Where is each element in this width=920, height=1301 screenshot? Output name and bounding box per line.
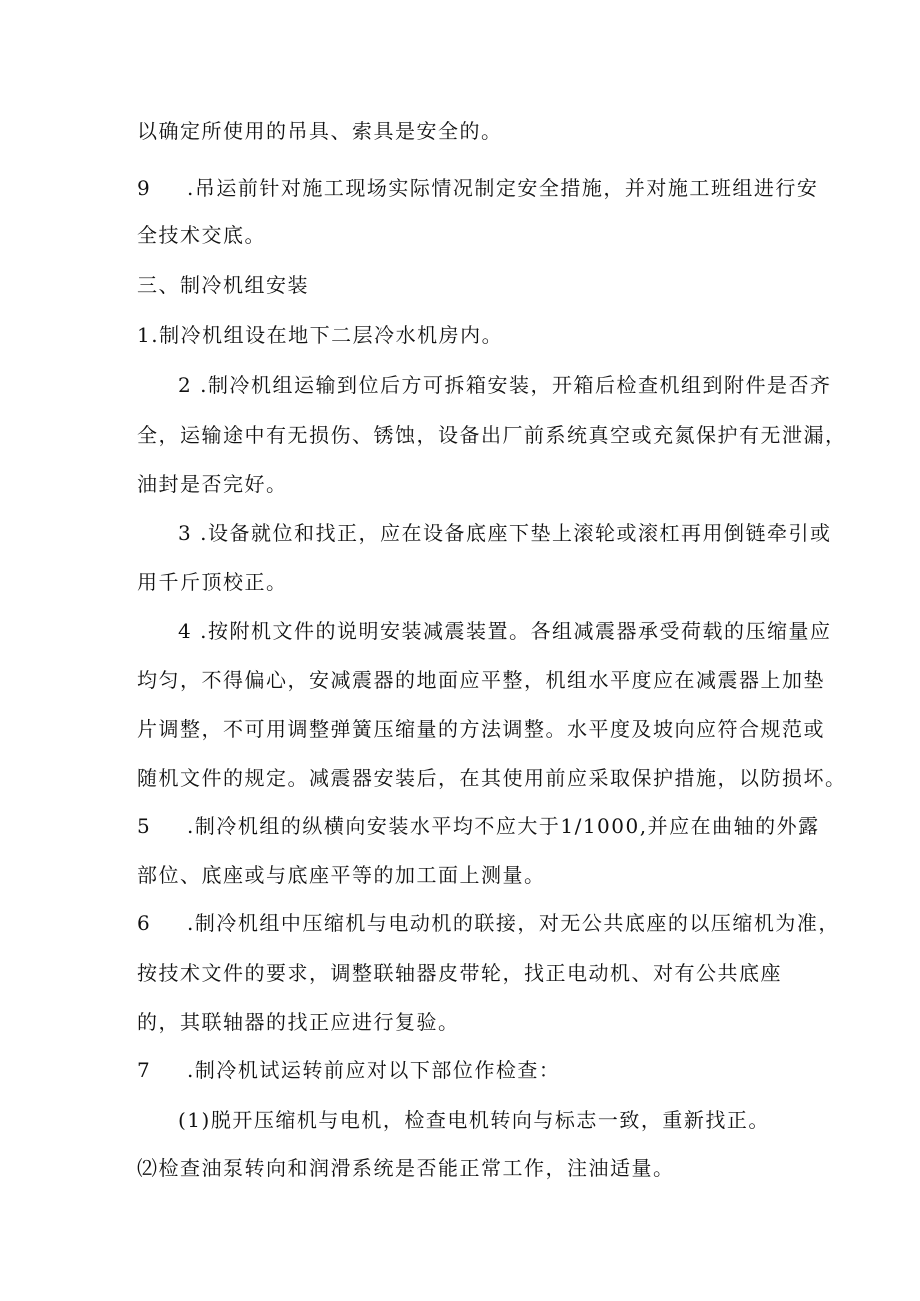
item-number: 5 xyxy=(137,814,152,838)
item-number: 7 xyxy=(137,1058,152,1082)
text-line: 的，其联轴器的找正应进行复验。 xyxy=(137,1010,460,1034)
item-text: .制冷机试运转前应对以下部位作检查： xyxy=(187,1058,561,1082)
text-line: 全，运输途中有无损伤、锈蚀，设备出厂前系统真空或充氮保护有无泄漏， xyxy=(137,423,847,447)
item-text: .吊运前针对施工现场实际情况制定安全措施，并对施工班组进行安 xyxy=(187,176,819,200)
text-line: 片调整，不可用调整弹簧压缩量的方法调整。水平度及坡向应符合规范或 xyxy=(137,717,825,741)
text-line: 2 .制冷机组运输到位后方可拆箱安装，开箱后检查机组到附件是否齐 xyxy=(178,373,832,397)
text-line: 4 .按附机文件的说明安装减震装置。各组减震器承受荷载的压缩量应 xyxy=(178,619,832,643)
text-line: 以确定所使用的吊具、索具是安全的。 xyxy=(137,119,503,143)
numbered-line xyxy=(137,813,820,839)
text-line: 3 .设备就位和找正，应在设备底座下垫上滚轮或滚杠再用倒链牵引或 xyxy=(178,521,832,545)
text-line: 1.制冷机组设在地下二层冷水机房内。 xyxy=(137,323,504,347)
text-line: ⑵检查油泵转向和润滑系统是否能正常工作，注油适量。 xyxy=(137,1156,675,1180)
text-line: 油封是否完好。 xyxy=(137,472,288,496)
text-line: 随机文件的规定。减震器安装后，在其使用前应采取保护措施，以防损坏。 xyxy=(137,766,847,790)
text-line: 均匀，不得偏心，安减震器的地面应平整，机组水平度应在减震器上加垫 xyxy=(137,668,825,692)
text-line: 全技术交底。 xyxy=(137,223,266,247)
section-heading: 三、制冷机组安装 xyxy=(137,273,309,297)
numbered-line xyxy=(137,175,818,201)
text-line: 按技术文件的要求，调整联轴器皮带轮，找正电动机、对有公共底座 xyxy=(137,961,782,985)
item-text: .制冷机组的纵横向安装水平均不应大于1/1000,并应在曲轴的外露 xyxy=(187,814,820,838)
text-line: 用千斤顶校正。 xyxy=(137,570,288,594)
numbered-line xyxy=(137,1057,560,1083)
item-number: 6 xyxy=(137,911,152,935)
item-number: 9 xyxy=(137,176,152,200)
numbered-line xyxy=(137,910,840,936)
text-line: (1)脱开压缩机与电机，检查电机转向与标志一致，重新找正。 xyxy=(178,1108,770,1132)
item-text: .制冷机组中压缩机与电动机的联接，对无公共底座的以压缩机为准， xyxy=(187,911,840,935)
text-line: 部位、底座或与底座平等的加工面上测量。 xyxy=(137,863,546,887)
